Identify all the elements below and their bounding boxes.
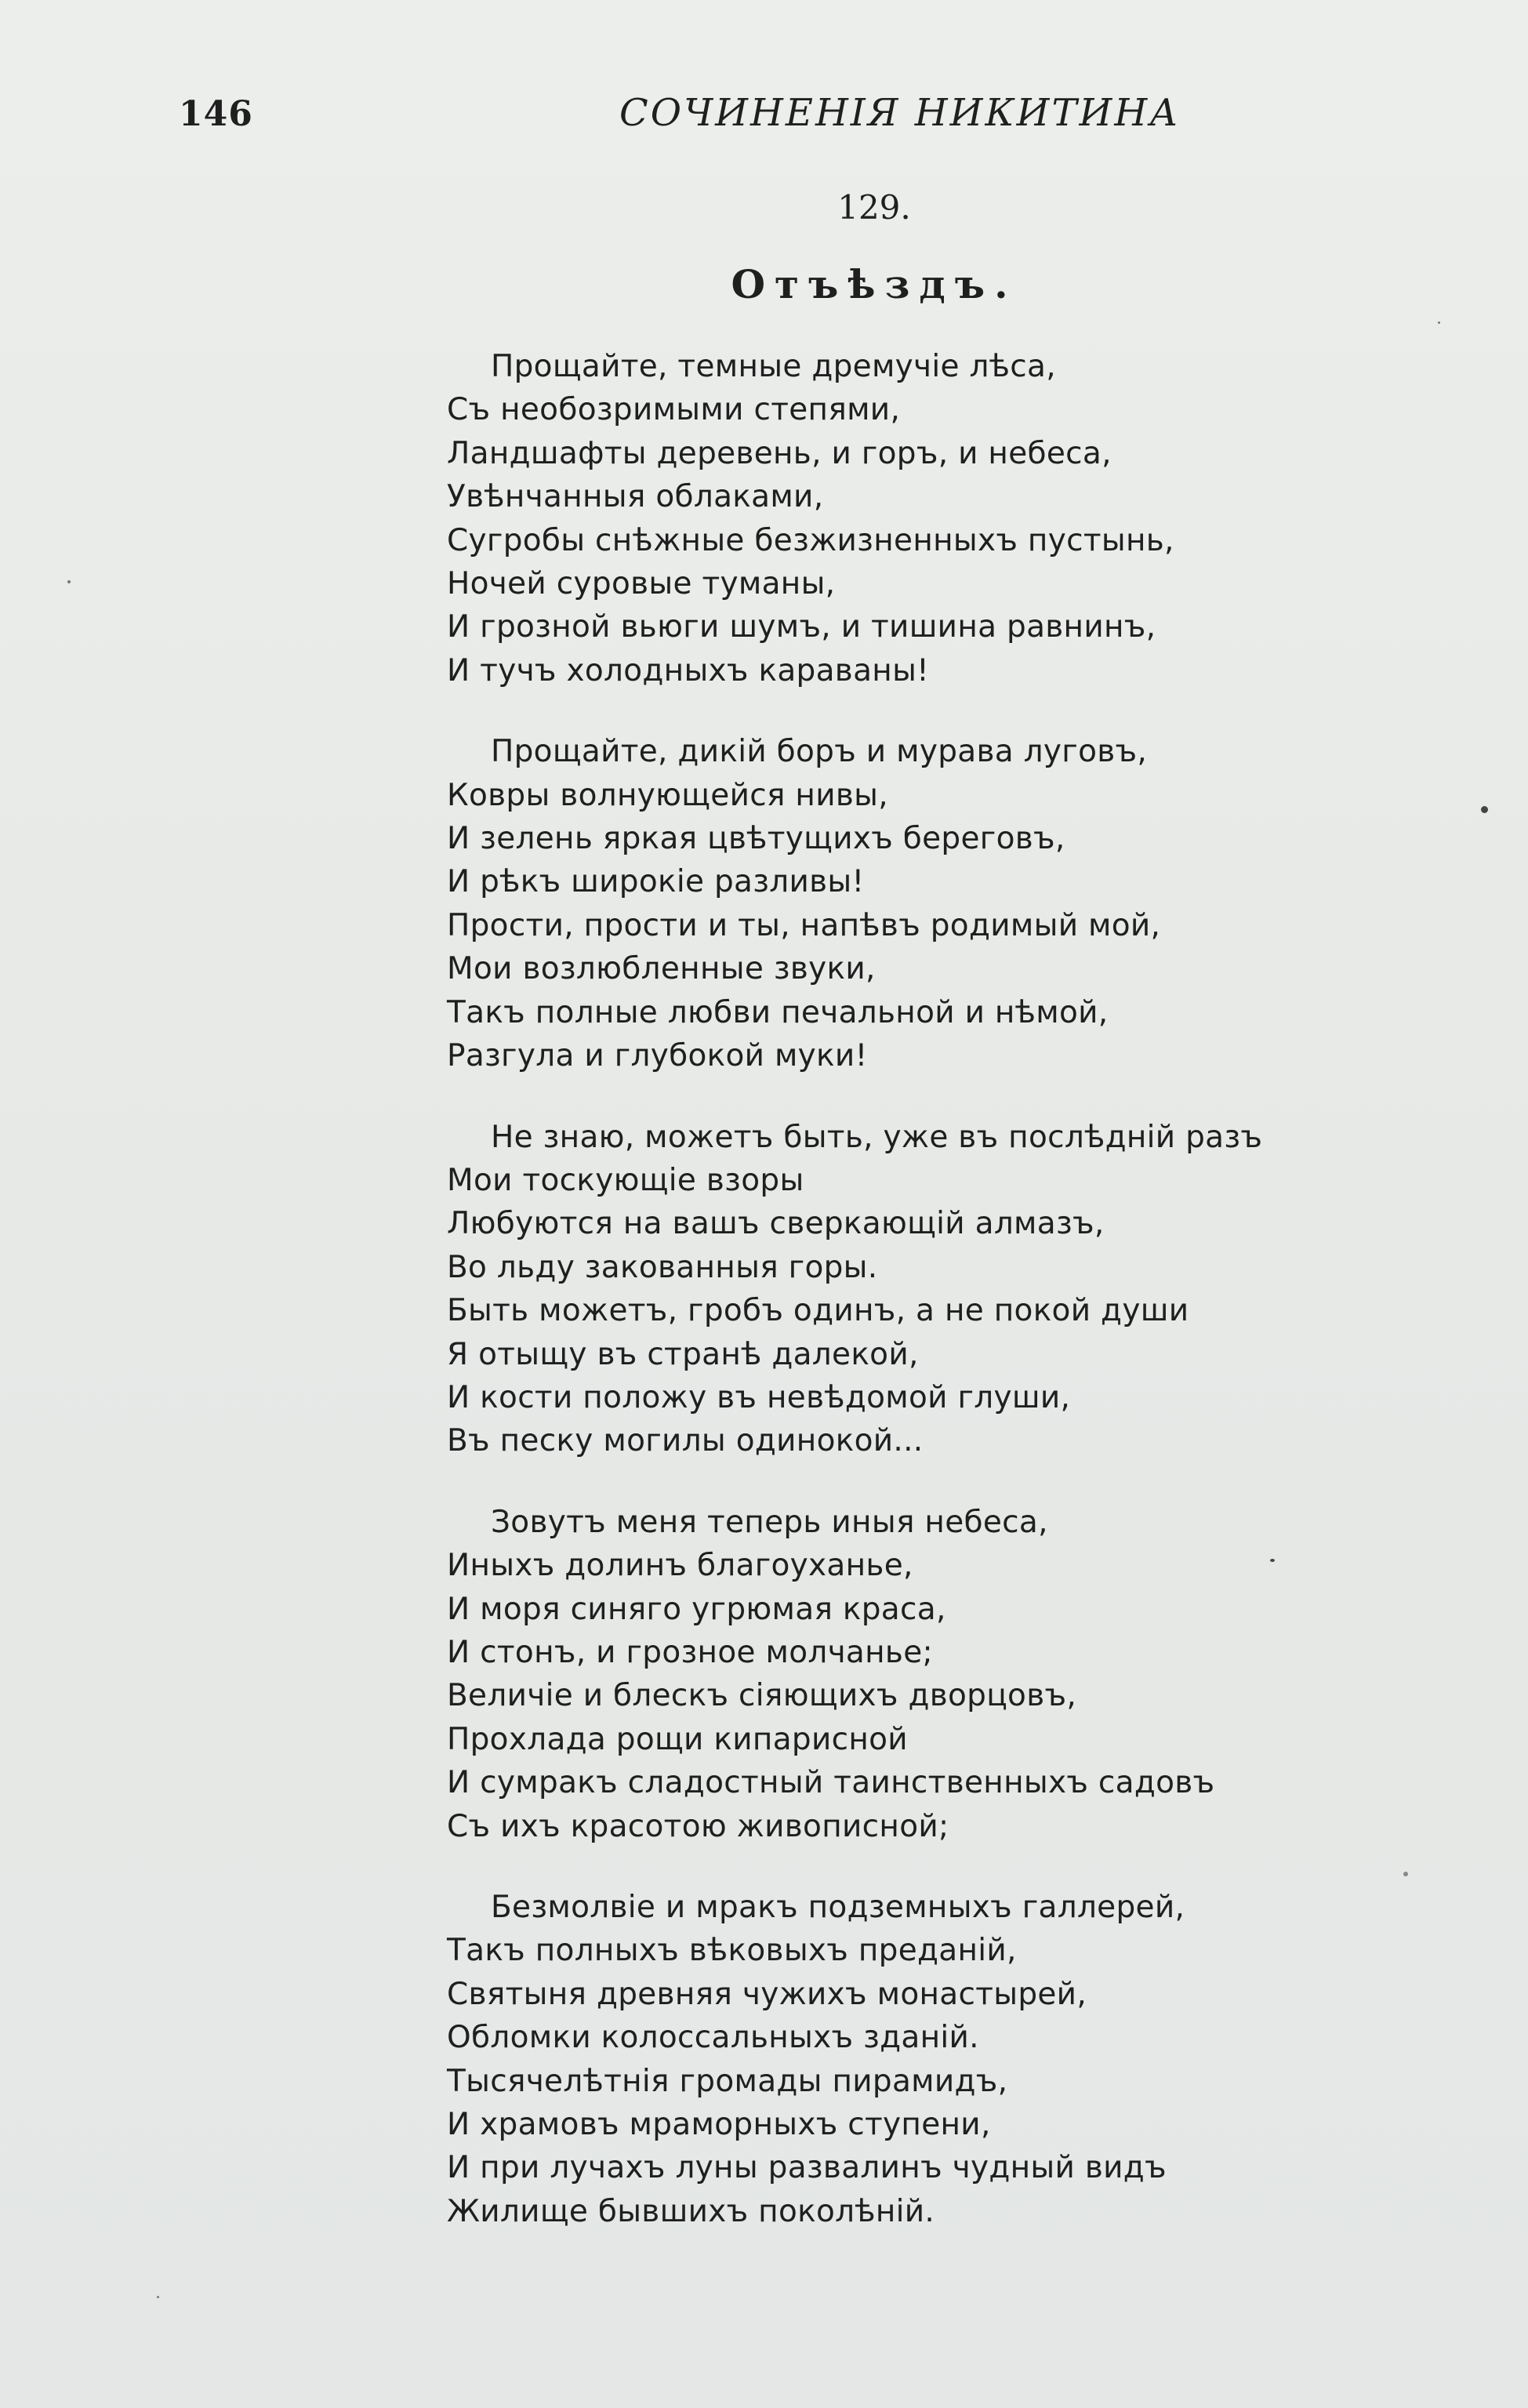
poem-line: Такъ полные любви печальной и нѣмой, <box>447 994 1109 1030</box>
poem-line: И сумракъ сладостный таинственныхъ садовъ <box>447 1765 1215 1801</box>
poem-line: Во льду закованныя горы. <box>447 1249 878 1285</box>
poem-line: Я отыщу въ странѣ далекой, <box>447 1336 919 1372</box>
stanza-4 <box>447 1501 1388 1848</box>
stanza-3 <box>447 1116 1388 1463</box>
page-number: 146 <box>179 94 253 134</box>
poem-line: И кости положу въ невѣдомой глуши, <box>447 1379 1071 1415</box>
stanza-2 <box>447 730 1388 1077</box>
poem-line: Мои тоскующіе взоры <box>447 1162 804 1198</box>
poem-title: Отъѣздъ. <box>731 261 1018 307</box>
poem-line: И храмовъ мраморныхъ ступени, <box>447 2107 991 2143</box>
poem-line: И стонъ, и грозное молчанье; <box>447 1634 933 1670</box>
poem-line: И тучъ холодныхъ караваны! <box>447 652 930 688</box>
poem-line: Жилище бывшихъ поколѣній. <box>447 2193 935 2229</box>
poem-line: Съ ихъ красотою живописной; <box>447 1808 949 1844</box>
poem-number: 129. <box>837 188 911 227</box>
paper-speck <box>1270 1559 1275 1562</box>
poem-line: Сугробы снѣжные безжизненныхъ пустынь, <box>447 522 1174 558</box>
poem-line: И зелень яркая цвѣтущихъ береговъ, <box>447 821 1065 857</box>
poem-line: Съ необозримыми степями, <box>447 392 901 428</box>
poem-line: Ковры волнующейся нивы, <box>447 777 888 813</box>
poem-line: Ландшафты деревень, и горъ, и небеса, <box>447 435 1112 471</box>
poem-line: Любуются на вашъ сверкающій алмазъ, <box>447 1206 1105 1242</box>
poem-line: И моря синяго угрюмая краса, <box>447 1591 946 1627</box>
running-title: СОЧИНЕНІЯ НИКИТИНА <box>619 91 1181 135</box>
poem-line: Святыня древняя чужихъ монастырей, <box>447 1976 1087 2012</box>
stanza-5 <box>447 1886 1388 2233</box>
poem-line: Прости, прости и ты, напѣвъ родимый мой, <box>447 907 1161 943</box>
poem-line: Такъ полныхъ вѣковыхъ преданій, <box>447 1933 1017 1969</box>
poem-line: И рѣкъ широкіе разливы! <box>447 864 865 900</box>
stanza-1 <box>447 345 1388 692</box>
poem-line: Безмолвіе и мракъ подземныхъ галлерей, <box>491 1890 1185 1925</box>
poem-line: Величіе и блескъ сіяющихъ дворцовъ, <box>447 1678 1077 1714</box>
paper-speck <box>1481 806 1488 813</box>
paper-speck <box>67 580 71 583</box>
poem-line: Прощайте, дикій боръ и мурава луговъ, <box>491 734 1148 770</box>
poem-line: Тысячелѣтнія громады пирамидъ, <box>447 2063 1008 2099</box>
poem-line: Зовутъ меня теперь иныя небеса, <box>491 1504 1048 1540</box>
poem-line: И грозной вьюги шумъ, и тишина равнинъ, <box>447 609 1156 645</box>
poem-line: Обломки колоссальныхъ зданій. <box>447 2020 979 2056</box>
poem-line: Разгула и глубокой муки! <box>447 1038 868 1074</box>
paper-speck <box>1403 1872 1408 1876</box>
poem-line: Увѣнчанныя облаками, <box>447 479 824 515</box>
poem-line: Ночей суровые туманы, <box>447 566 836 602</box>
poem-line: Быть можетъ, гробъ одинъ, а не покой души <box>447 1293 1189 1329</box>
poem-line: Прохлада рощи кипарисной <box>447 1721 908 1757</box>
paper-speck <box>1438 321 1440 324</box>
poem-line: И при лучахъ луны развалинъ чудный видъ <box>447 2150 1167 2186</box>
poem-line: Не знаю, можетъ быть, уже въ послѣдній разъ <box>491 1119 1263 1155</box>
poem-line: Прощайте, темные дремучіе лѣса, <box>491 349 1056 384</box>
poem-body <box>447 345 1388 2271</box>
poem-line: Въ песку могилы одинокой... <box>447 1423 924 1459</box>
poem-line: Иныхъ долинъ благоуханье, <box>447 1548 913 1584</box>
paper-speck <box>157 2296 159 2298</box>
poem-line: Мои возлюбленные звуки, <box>447 951 876 987</box>
